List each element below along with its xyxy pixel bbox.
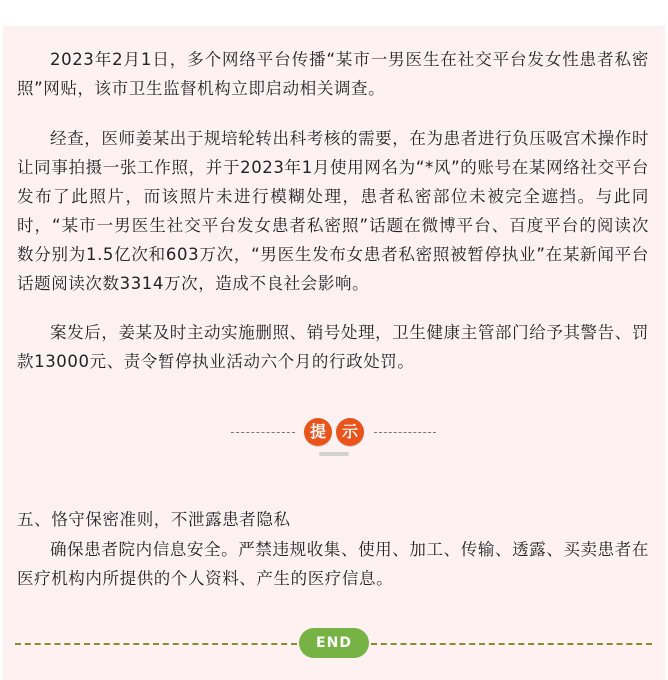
paragraph-penalty: 案发后，姜某及时主动实施删照、销号处理，卫生健康主管部门给予其警告、罚款13000元、责令暂停执业活动六个月的行政处罚。 [17,323,649,371]
tip-underline [319,452,349,456]
end-divider-left [15,643,297,645]
end-divider-right [371,643,652,645]
tip-divider-right [374,432,436,433]
tip-badge-char-2: 示 [336,418,364,446]
paragraph-intro: 2023年2月1日，多个网络平台传播“某市一男医生在社交平台发女性患者私密照”网贴，该市卫生监督机构立即启动相关调查。 [17,50,649,98]
section-body: 确保患者院内信息安全。严禁违规收集、使用、加工、传输、透露、买卖患者在医疗机构内所提供的个人资料、产生的医疗信息。 [17,540,649,588]
paragraph-investigation: 经查，医师姜某出于规培轮转出科考核的需要，在为患者进行负压吸宫术操作时让同事拍摄一张工作照，并于2023年1月使用网名为“*风”的账号在某网络社交平台发布了此照片，而该照片未进行模糊处理，患者私密部位未被完全遮挡。与此同时，“某市一男医生社交平台发女患者私密照”话题在微博平台、百度平台的阅读次数分别为1.5亿次和603万次，“男医生发布女患者私密照被暂停执业”在某新闻平台话题阅读次数3314万次，造成不良社会影响。 [17,129,649,293]
end-badge: END [299,628,369,658]
tip-badge-char-1: 提 [304,418,332,446]
tip-divider-left [231,432,295,433]
section-heading: 五、恪守保密准则，不泄露患者隐私 [17,510,291,529]
